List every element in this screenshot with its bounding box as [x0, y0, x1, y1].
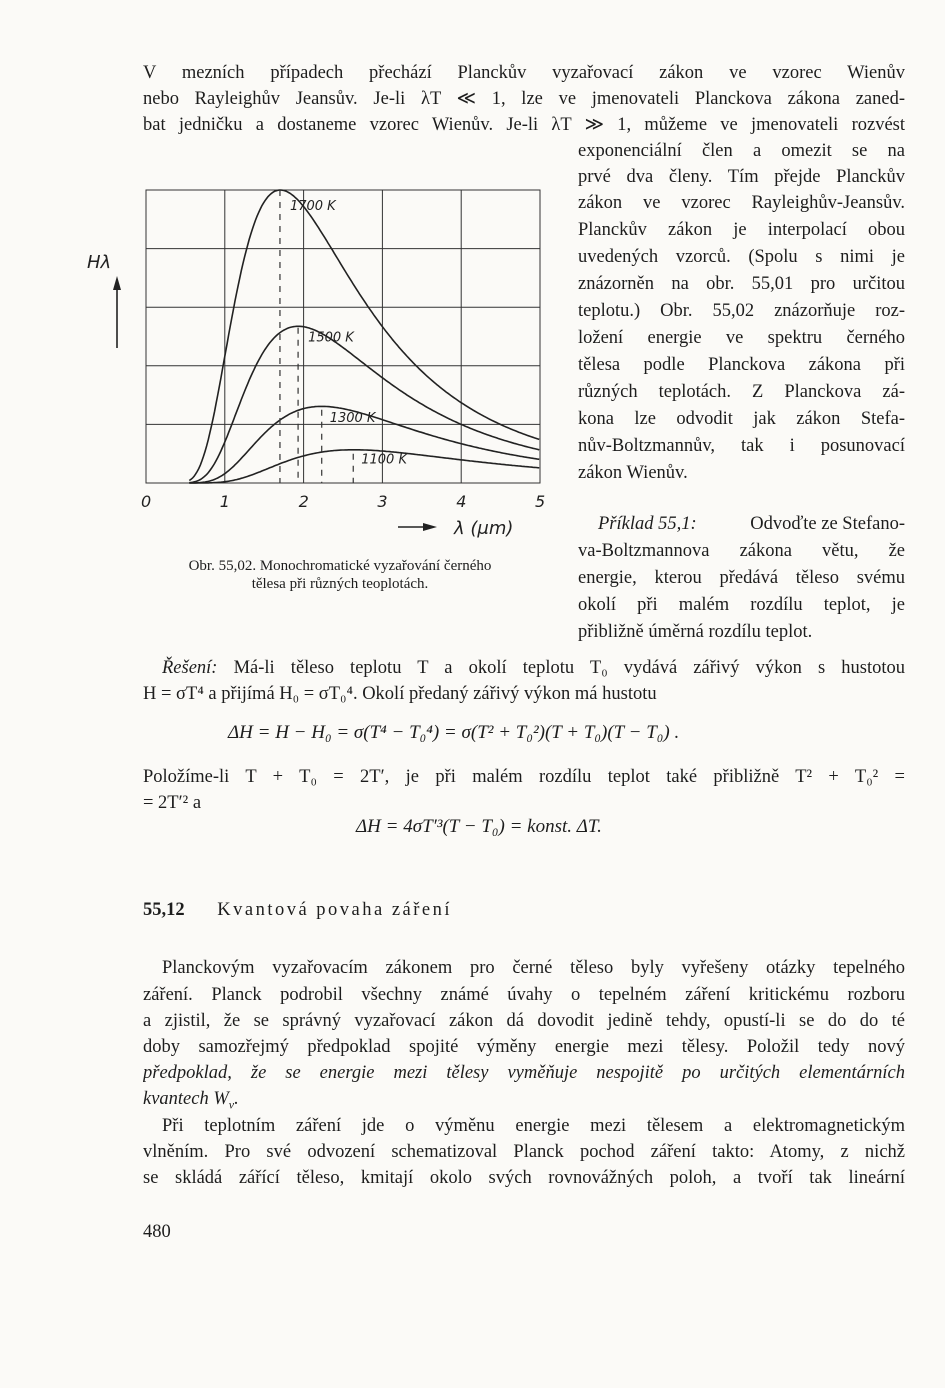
- x-tick-label: 1: [219, 492, 230, 511]
- text-line: teplotu.) Obr. 55,02 znázorňuje roz-: [578, 301, 905, 321]
- solution-line: Položíme-li T + T₀ = 2T′, je při malém rozdílu teplot také přibližně T² + T₀² =: [143, 767, 905, 787]
- text-line: kona lze odvodit jak zákon Stefa-: [578, 409, 905, 429]
- text-line: V mezních případech přechází Planckův vyzařovací zákon ve vzorec Wienův: [143, 63, 905, 83]
- x-tick-label: 0: [141, 492, 152, 511]
- text-line: Planckův zákon je interpolací obou: [578, 220, 905, 240]
- example-first-line: [598, 511, 905, 537]
- x-tick-label: 2: [298, 492, 309, 511]
- text-line: zákon ve vzorec Rayleighův-Jeansův.: [578, 193, 905, 213]
- caption-line: Obr. 55,02. Monochromatické vyzařování černého: [188, 558, 492, 574]
- x-axis-label: λ (μm): [454, 518, 514, 539]
- solution-line: H = σT⁴ a přijímá H₀ = σT₀⁴. Okolí předaný zářivý výkon má hustotu: [143, 684, 657, 704]
- x-tick-label: 3: [377, 492, 388, 511]
- text-line: znázorněn na obr. 55,01 pro určitou: [578, 274, 905, 294]
- curve-label: 1100 K: [361, 452, 407, 468]
- body-line: záření. Planck podrobil všechny známé úvahy o tepelném záření kritickému rozboru: [143, 985, 905, 1005]
- text-line: zákon Wienův.: [578, 463, 688, 483]
- kvantech-text: kvantech W: [143, 1089, 229, 1109]
- nu-subscript: ν: [228, 1097, 235, 1112]
- y-axis-label: Hλ: [87, 252, 112, 273]
- solution-label: Řešení:: [162, 658, 218, 678]
- text-line: exponenciální člen a omezit se na: [578, 141, 905, 161]
- section-title: Kvantová povaha záření: [217, 900, 453, 920]
- text-line: uvedených vzorců. (Spolu s nimi je: [578, 247, 905, 267]
- section-number: 55,12: [143, 900, 185, 920]
- x-tick-label: 4: [456, 492, 467, 511]
- body-line-italic: kvantech $W_\nu$.: [143, 1089, 239, 1112]
- curve-label: 1300 K: [329, 410, 376, 426]
- text-line: energie, kterou předává těleso svému: [578, 568, 905, 588]
- text-line: Odvoďte ze Stefano-: [750, 514, 905, 534]
- curve-1700k: [189, 190, 539, 481]
- solution-text: Má-li těleso teplotu T a okolí teplotu T₀ vydává zářivý výkon s hustotou: [233, 658, 905, 678]
- body-line: Planckovým vyzařovacím zákonem pro černé těleso byly vyřešeny otázky tepelného: [162, 958, 905, 978]
- text-line: nův-Boltzmannův, tak i posunovací: [578, 436, 905, 456]
- body-line: Při teplotním záření jde o výměnu energie mezi tělesem a elektromagnetickým: [162, 1116, 905, 1136]
- text-line: různých teplotách. Z Planckova zá-: [578, 382, 905, 402]
- body-line: se skládá zářící těleso, kmitají okolo svých rovnovážných poloh, a tvoří tak lineární: [143, 1168, 905, 1188]
- caption-line: tělesa při různých teoplotách.: [251, 576, 429, 592]
- figure-caption: [120, 557, 560, 593]
- body-line: a zjistil, že se správný vyzařovací zákon dá dovodit jedině tehdy, opustí-li se do do té: [143, 1011, 905, 1031]
- text-line: okolí při malém rozdílu teplot, je: [578, 595, 905, 615]
- text-line: va-Boltzmannova zákona větu, že: [578, 541, 905, 561]
- solution-line: = 2T′² a: [143, 793, 202, 813]
- text-line: nebo Rayleighův Jeansův. Je-li λT ≪ 1, lze ve jmenovateli Planckova zákona zaned-: [143, 89, 905, 109]
- body-line: vlněním. Pro své odvození schematizoval Planck pochod záření takto: Atomy, z nichž: [143, 1142, 905, 1162]
- text-line: přibližně úměrná rozdílu teplot.: [578, 622, 813, 642]
- curve-label: 1700 K: [289, 199, 336, 214]
- equation-1: ΔH = H − H₀ = σ(T⁴ − T₀⁴) = σ(T² + T₀²)(T + T₀)(T − T₀) .: [228, 722, 680, 743]
- text-line: tělesa podle Planckova zákona při: [578, 355, 905, 375]
- planck-chart: [80, 180, 560, 540]
- curve-label: 1500 K: [308, 330, 354, 346]
- text-line: prvé dva členy. Tím přejde Planckův: [578, 167, 905, 187]
- equation-2: ΔH = 4σT′³(T − T₀) = konst. ΔT.: [356, 816, 602, 837]
- section-heading: [143, 900, 452, 921]
- body-line-italic: předpoklad, že se energie mezi tělesy vyměňuje nespojitě po určitých elementárních: [143, 1063, 905, 1083]
- y-axis-arrowhead: [113, 276, 121, 290]
- x-axis-arrowhead: [423, 523, 437, 531]
- x-tick-label: 5: [535, 492, 546, 511]
- text-line: bat jedničku a dostaneme vzorec Wienův. Je-li λT ≫ 1, můžeme ve jmenovateli rozvést: [143, 115, 905, 135]
- page-number: 480: [143, 1222, 171, 1242]
- example-label: Příklad 55,1:: [598, 514, 697, 534]
- text-line: ložení energie ve spektru černého: [578, 328, 905, 348]
- body-line: doby samozřejmý předpoklad spojité výměny energie mezi tělesy. Položil tedy nový: [143, 1037, 905, 1057]
- solution-line: [162, 655, 905, 681]
